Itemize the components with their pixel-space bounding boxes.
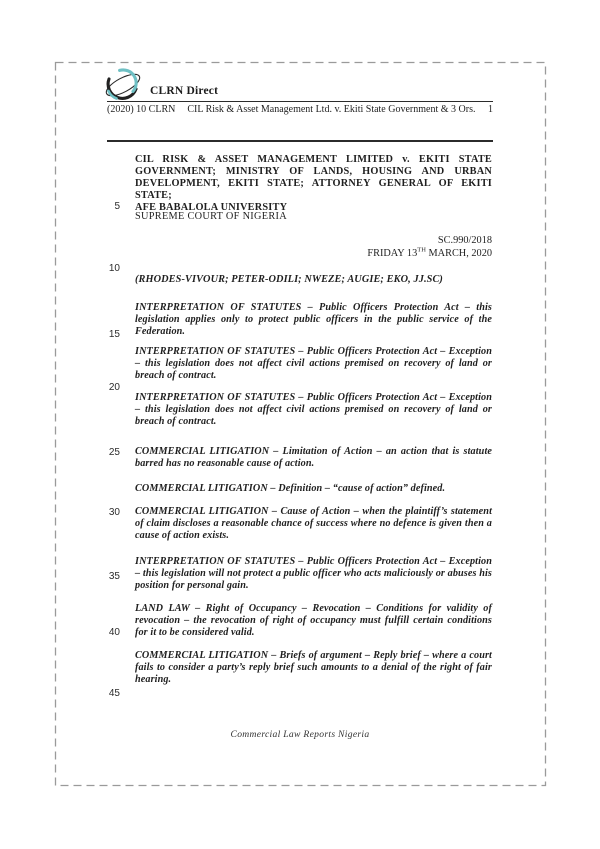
holding-paragraph: COMMERCIAL LITIGATION – Cause of Action – when the plaintiff’s statement of claim discloses a reasonable chance of success where no defence is given then a cause of action exists. [135,506,492,542]
decision-date: FRIDAY 13TH MARCH, 2020 [367,246,492,259]
suit-number: SC.990/2018 [437,235,492,246]
case-title [135,154,492,214]
holding-paragraph: COMMERCIAL LITIGATION – Briefs of argument – Reply brief – where a court fails to consider a party’s reply brief such amounts to a denial of the right of fair hearing. [135,650,492,686]
holding-paragraph: INTERPRETATION OF STATUTES – Public Officers Protection Act – Exception – this legislation does not affect civil actions premised on recovery of land or breach of contract. [135,346,492,382]
line-number: 20 [108,382,120,393]
case-title-line: AFE BABALOLA UNIVERSITY [135,201,288,213]
case-title-line: CIL RISK & ASSET MANAGEMENT LIMITED v. EKITI STATE [135,154,492,165]
running-header [107,104,493,115]
header-rule [107,101,493,102]
line-number: 5 [114,201,120,212]
line-number: 40 [108,627,120,638]
title-rule [107,140,493,142]
citation-volume: (2020) 10 CLRN [107,104,176,115]
line-number: 25 [108,447,120,458]
line-number: 15 [108,329,120,340]
footer-imprint: Commercial Law Reports Nigeria [230,729,370,740]
holding-paragraph: COMMERCIAL LITIGATION – Limitation of Action – an action that is statute barred has no reasonable cause of action. [135,446,492,470]
clrn-logo-icon [103,65,143,105]
case-title-line: DEVELOPMENT, EKITI STATE; ATTORNEY GENERAL OF EKITI STATE; [135,177,492,201]
running-case-title: CIL Risk & Asset Management Ltd. v. Ekiti State Government & 3 Ors. [187,104,476,115]
page-number: 1 [488,104,493,115]
line-number: 10 [108,263,120,274]
holding-paragraph: LAND LAW – Right of Occupancy – Revocation – Conditions for validity of revocation – the revocation of right of occupancy must fulfill certain conditions for it to be considered valid. [135,603,492,639]
holding-paragraph: COMMERCIAL LITIGATION – Definition – “cause of action” defined. [135,483,446,494]
court-name: SUPREME COURT OF NIGERIA [135,211,287,222]
line-number: 45 [108,688,120,699]
holding-paragraph: INTERPRETATION OF STATUTES – Public Officers Protection Act – Exception – this legislation will not protect a public officer who acts maliciously or abuses his position for personal gain. [135,556,492,592]
line-number: 30 [108,507,120,518]
case-reference [135,235,492,260]
holding-paragraph: INTERPRETATION OF STATUTES – Public Officers Protection Act – this legislation applies only to protect public officers in the public service of the Federation. [135,302,492,338]
holding-paragraph: INTERPRETATION OF STATUTES – Public Officers Protection Act – Exception – this legislation does not affect civil actions premised on recovery of land or breach of contract. [135,392,492,428]
case-title-line: GOVERNMENT; MINISTRY OF LANDS, HOUSING AND URBAN [135,165,492,177]
date-ordinal: TH [417,246,426,254]
coram-panel: (RHODES-VIVOUR; PETER-ODILI; NWEZE; AUGIE; EKO, JJ.SC) [135,274,443,285]
brand-name: CLRN Direct [150,85,219,97]
line-number: 35 [108,571,120,582]
